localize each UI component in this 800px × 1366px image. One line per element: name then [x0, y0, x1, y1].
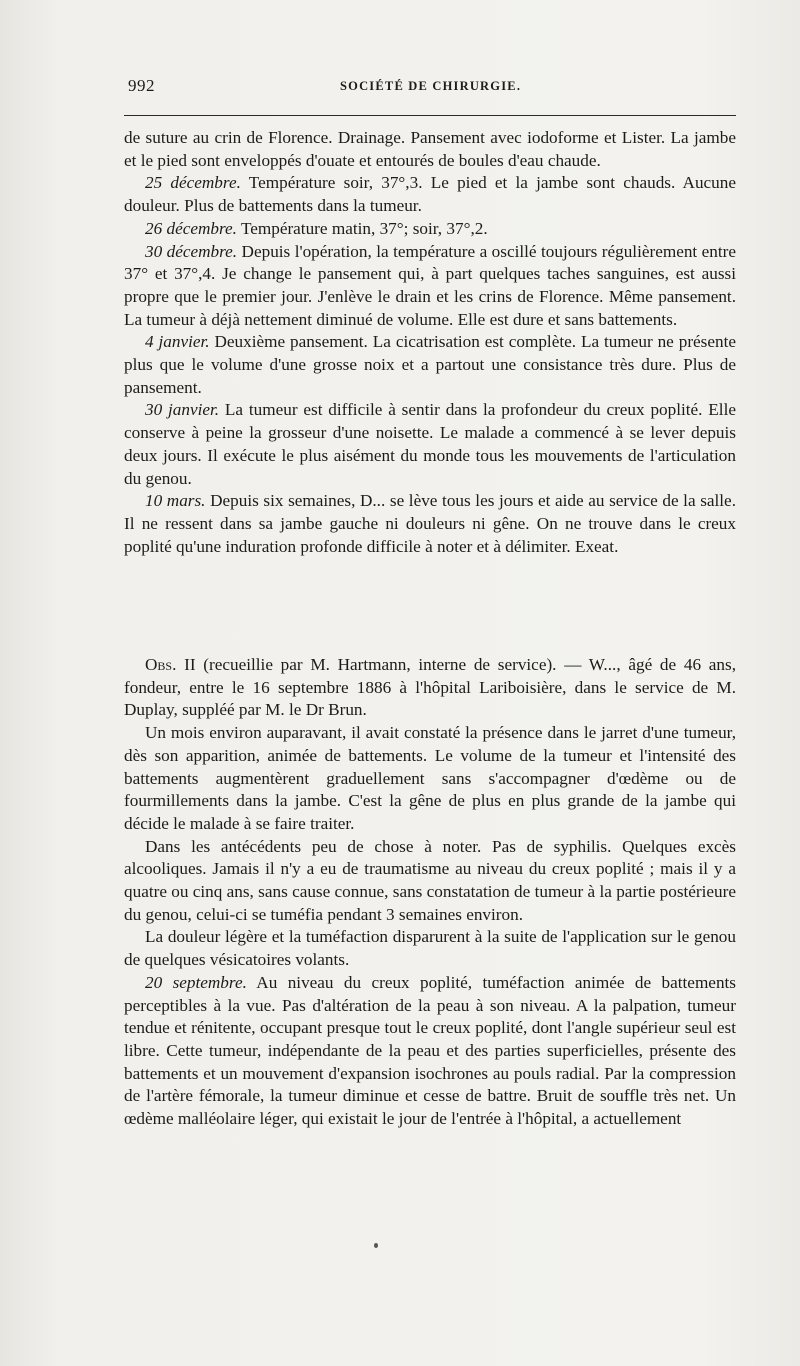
date-label: 4 janvier. — [145, 332, 210, 352]
paragraph: Dans les antécédents peu de chose à noter. Pas de syphilis. Quelques excès alcooliques. Jamais il n'y a eu de traumatisme au niveau du creux poplité ; mais il y a quatre ou cinq ans, sans cause connue, sans constatation de tumeur à la partie postérieure du genou, celui-ci se tuméfia pendant 3 semaines environ. — [124, 836, 736, 924]
page-number: 992 — [128, 76, 155, 95]
observation-label: Obs. — [145, 655, 177, 674]
case-notes-block — [124, 127, 736, 558]
date-label: 20 septembre. — [145, 972, 247, 992]
paragraph: 26 décembre. Température matin, 37°; soir, 37°,2. — [145, 218, 488, 238]
paragraph: 30 décembre. Depuis l'opération, la température a oscillé toujours régulièrement entre 37° et 37°,4. Je change le pansement qui, à part quelques taches sanguines, est aussi propre que le premier jour. J'enlève le drain et les crins de Florence. Même pansement. La tumeur à déjà nettement diminué de volume. Elle est dure et sans battements. — [124, 241, 737, 329]
header-rule — [124, 115, 736, 116]
paragraph: 10 mars. Depuis six semaines, D... se lève tous les jours et aide au service de la salle. Il ne ressent dans sa jambe gauche ni douleurs ni gêne. On ne trouve dans le creux poplité qu'une induration profonde difficile à noter et à délimiter. Exeat. — [124, 491, 736, 556]
date-label: 26 décembre. — [145, 218, 237, 238]
date-label: 30 décembre. — [145, 241, 238, 261]
print-speck — [374, 1243, 378, 1248]
page-header — [124, 76, 736, 100]
paragraph: 20 septembre. Au niveau du creux poplité, tuméfaction animée de battements perceptibles à la vue. Pas d'altération de la peau à son niveau. A la palpation, tumeur tendue et rénitente, occupant presque tout le creux poplité, dont l'angle supérieur seul est libre. Cette tumeur, indépendante de la peau et des parties superficielles, présente des battements et un mouvement d'expansion isochrones au pouls radial. Par la compression de l'artère fémorale, la tumeur diminue et cesse de battre. Bruit de souffle très net. Un œdème malléolaire léger, qui existait le jour de l'entrée à l'hôpital, a actuellement — [124, 972, 736, 1129]
date-label: 25 décembre. — [145, 173, 241, 193]
observation-block — [124, 654, 736, 1131]
observation-heading-paragraph: Obs. II (recueillie par M. Hartmann, interne de service). — W..., âgé de 46 ans, fondeur, entre le 16 septembre 1886 à l'hôpital Lariboisière, dans le service de M. Duplay, suppléé par M. le Dr Brun. — [124, 655, 736, 720]
paragraph: La douleur légère et la tuméfaction disparurent à la suite de l'application sur le genou de quelques vésicatoires volants. — [124, 927, 736, 970]
running-title: SOCIÉTÉ DE CHIRURGIE. — [340, 79, 522, 93]
paragraph: Un mois environ auparavant, il avait constaté la présence dans le jarret d'une tumeur, dès son apparition, animée de battements. Le volume de la tumeur et l'intensité des battements augmentèrent graduellement sans s'accompagner d'œdème ou de fourmillements dans la jambe. C'est la gêne de plus en plus grande de la jambe qui décide le malade à se faire traiter. — [124, 723, 736, 833]
paragraph: 25 décembre. Température soir, 37°,3. Le pied et la jambe sont chauds. Aucune douleur. Plus de battements dans la tumeur. — [124, 173, 737, 216]
date-label: 10 mars. — [145, 491, 206, 511]
paragraph: 4 janvier. Deuxième pansement. La cicatrisation est complète. La tumeur ne présente plus que le volume d'une grosse noix et a partout une consistance très dure. Plus de pansement. — [124, 332, 736, 397]
date-label: 30 janvier. — [145, 400, 220, 420]
paragraph: 30 janvier. La tumeur est difficile à sentir dans la profondeur du creux poplité. Elle conserve à peine la grosseur d'une noisette. Le malade a commencé à se lever depuis deux jours. Il exécute le plus aisément du monde tous les mouvements de l'articulation du genou. — [124, 400, 736, 488]
paragraph: de suture au crin de Florence. Drainage. Pansement avec iodoforme et Lister. La jambe et le pied sont enveloppés d'ouate et entourés de boules d'eau chaude. — [124, 128, 736, 170]
